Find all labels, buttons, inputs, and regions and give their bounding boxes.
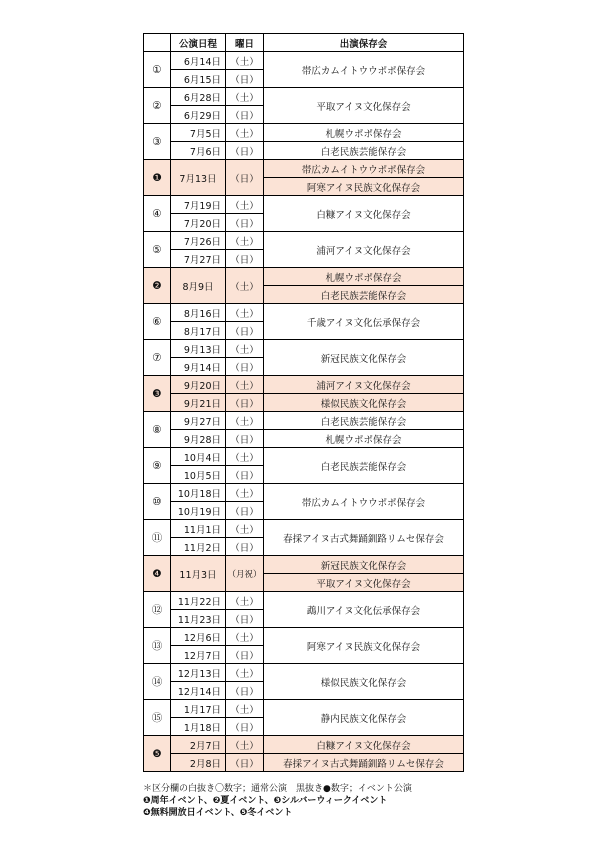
weekday-cell: （日） (226, 358, 264, 376)
date-cell: 8月17日 (171, 322, 226, 340)
note-events-2: ❹無料開放日イベント、❺冬イベント (143, 808, 293, 818)
date-cell: 7月19日 (171, 196, 226, 214)
category-cell: ⑭ (144, 664, 171, 700)
date-cell: 6月15日 (171, 70, 226, 88)
category-cell: ❶ (144, 160, 171, 196)
weekday-cell: （土） (226, 448, 264, 466)
performer-cell: 白老民族芸能保存会 (264, 286, 464, 304)
category-cell: ⑥ (144, 304, 171, 340)
performer-cell: 鵡川アイヌ文化伝承保存会 (264, 592, 464, 628)
performer-cell: 白老民族芸能保存会 (264, 412, 464, 430)
date-cell: 9月13日 (171, 340, 226, 358)
table-row (144, 484, 464, 502)
schedule-table (143, 33, 464, 772)
performer-cell: 浦河アイヌ文化保存会 (264, 232, 464, 268)
performer-cell: 千歳アイヌ文化伝承保存会 (264, 304, 464, 340)
date-cell: 6月28日 (171, 88, 226, 106)
date-cell: 2月7日 (171, 736, 226, 754)
category-cell: ⑦ (144, 340, 171, 376)
weekday-cell: （日） (226, 502, 264, 520)
date-cell: 12月14日 (171, 682, 226, 700)
category-cell: ⑩ (144, 484, 171, 520)
weekday-cell: （日） (226, 610, 264, 628)
table-row (144, 160, 464, 178)
performer-cell: 平取アイヌ文化保存会 (264, 574, 464, 592)
weekday-cell: （土） (226, 268, 264, 304)
date-cell: 11月3日 (171, 556, 226, 592)
table-row (144, 556, 464, 574)
performer-cell: 様似民族文化保存会 (264, 394, 464, 412)
performer-cell: 新冠民族文化保存会 (264, 556, 464, 574)
date-cell: 1月18日 (171, 718, 226, 736)
date-cell: 6月14日 (171, 52, 226, 70)
table-row (144, 628, 464, 646)
table-row (144, 232, 464, 250)
date-cell: 8月16日 (171, 304, 226, 322)
performer-cell: 帯広カムイトウウポポ保存会 (264, 52, 464, 88)
performer-cell: 白糠アイヌ文化保存会 (264, 736, 464, 754)
performer-cell: 白老民族芸能保存会 (264, 142, 464, 160)
category-cell: ❸ (144, 376, 171, 412)
category-cell: ❷ (144, 268, 171, 304)
category-cell: ⑨ (144, 448, 171, 484)
table-row (144, 520, 464, 538)
weekday-cell: （土） (226, 124, 264, 142)
performer-cell: 春採アイヌ古式舞踊釧路リムセ保存会 (264, 520, 464, 556)
weekday-cell: （土） (226, 304, 264, 322)
date-cell: 12月7日 (171, 646, 226, 664)
weekday-cell: （日） (226, 160, 264, 196)
table-row (144, 754, 464, 772)
date-cell: 10月18日 (171, 484, 226, 502)
date-cell: 9月28日 (171, 430, 226, 448)
weekday-cell: （土） (226, 88, 264, 106)
header-row (144, 34, 464, 52)
performer-cell: 浦河アイヌ文化保存会 (264, 376, 464, 394)
performer-cell: 札幌ウポポ保存会 (264, 268, 464, 286)
weekday-cell: （土） (226, 664, 264, 682)
category-cell: ❹ (144, 556, 171, 592)
table-row (144, 268, 464, 286)
date-cell: 9月21日 (171, 394, 226, 412)
date-cell: 11月1日 (171, 520, 226, 538)
performer-cell: 様似民族文化保存会 (264, 664, 464, 700)
performer-cell: 阿寒アイヌ民族文化保存会 (264, 178, 464, 196)
table-row (144, 376, 464, 394)
weekday-cell: （日） (226, 430, 264, 448)
category-cell: ❺ (144, 736, 171, 772)
performer-cell: 白糠アイヌ文化保存会 (264, 196, 464, 232)
performer-cell: 帯広カムイトウウポポ保存会 (264, 484, 464, 520)
date-cell: 7月5日 (171, 124, 226, 142)
table-row (144, 304, 464, 322)
category-cell: ③ (144, 124, 171, 160)
table-row (144, 196, 464, 214)
weekday-cell: （土） (226, 376, 264, 394)
date-cell: 1月17日 (171, 700, 226, 718)
weekday-cell: （日） (226, 250, 264, 268)
date-cell: 12月6日 (171, 628, 226, 646)
table-row (144, 700, 464, 718)
performer-cell: 白老民族芸能保存会 (264, 448, 464, 484)
note-legend: ＊区分欄の白抜き〇数字；通常公演 黒抜き●数字；イベント公演 (143, 784, 412, 794)
header-category (144, 34, 171, 52)
date-cell: 11月22日 (171, 592, 226, 610)
table-row (144, 736, 464, 754)
table-row (144, 52, 464, 70)
weekday-cell: （土） (226, 484, 264, 502)
weekday-cell: （土） (226, 736, 264, 754)
weekday-cell: （日） (226, 682, 264, 700)
weekday-cell: （日） (226, 322, 264, 340)
date-cell: 7月26日 (171, 232, 226, 250)
header-performers: 出演保存会 (264, 34, 464, 52)
category-cell: ④ (144, 196, 171, 232)
weekday-cell: （土） (226, 628, 264, 646)
table-row (144, 340, 464, 358)
performer-cell: 阿寒アイヌ民族文化保存会 (264, 628, 464, 664)
category-cell: ⑫ (144, 592, 171, 628)
table-row (144, 124, 464, 142)
date-cell: 9月20日 (171, 376, 226, 394)
header-schedule: 公演日程 (171, 34, 226, 52)
category-cell: ⑤ (144, 232, 171, 268)
performer-cell: 札幌ウポポ保存会 (264, 430, 464, 448)
table-row (144, 394, 464, 412)
weekday-cell: （日） (226, 646, 264, 664)
weekday-cell: （土） (226, 340, 264, 358)
performer-cell: 新冠民族文化保存会 (264, 340, 464, 376)
date-cell: 9月14日 (171, 358, 226, 376)
date-cell: 10月19日 (171, 502, 226, 520)
date-cell: 12月13日 (171, 664, 226, 682)
table-row (144, 592, 464, 610)
date-cell: 11月2日 (171, 538, 226, 556)
category-cell: ② (144, 88, 171, 124)
notes (143, 783, 473, 819)
performer-cell: 静内民族文化保存会 (264, 700, 464, 736)
table-row (144, 430, 464, 448)
schedule-body (144, 52, 464, 772)
performer-cell: 帯広カムイトウウポポ保存会 (264, 160, 464, 178)
table-row (144, 88, 464, 106)
weekday-cell: （日） (226, 214, 264, 232)
category-cell: ① (144, 52, 171, 88)
table-row (144, 664, 464, 682)
weekday-cell: （日） (226, 394, 264, 412)
category-cell: ⑮ (144, 700, 171, 736)
date-cell: 10月4日 (171, 448, 226, 466)
weekday-cell: （日） (226, 718, 264, 736)
table-row (144, 412, 464, 430)
date-cell: 7月27日 (171, 250, 226, 268)
weekday-cell: （土） (226, 196, 264, 214)
category-cell: ⑬ (144, 628, 171, 664)
weekday-cell: （日） (226, 106, 264, 124)
weekday-cell: （土） (226, 700, 264, 718)
table-row (144, 142, 464, 160)
weekday-cell: （土） (226, 52, 264, 70)
note-events-1: ❶周年イベント、❷夏イベント、❸シルバーウィークイベント (143, 796, 388, 806)
date-cell: 11月23日 (171, 610, 226, 628)
date-cell: 6月29日 (171, 106, 226, 124)
weekday-cell: （土） (226, 232, 264, 250)
weekday-cell: （土） (226, 592, 264, 610)
performer-cell: 春採アイヌ古式舞踊釧路リムセ保存会 (264, 754, 464, 772)
date-cell: 7月20日 (171, 214, 226, 232)
weekday-cell: （日） (226, 754, 264, 772)
weekday-cell: （日） (226, 142, 264, 160)
performer-cell: 札幌ウポポ保存会 (264, 124, 464, 142)
performer-cell: 平取アイヌ文化保存会 (264, 88, 464, 124)
date-cell: 8月9日 (171, 268, 226, 304)
weekday-cell: （日） (226, 70, 264, 88)
weekday-cell: （日） (226, 538, 264, 556)
weekday-cell: （土） (226, 520, 264, 538)
table-row (144, 448, 464, 466)
category-cell: ⑪ (144, 520, 171, 556)
header-weekday: 曜日 (226, 34, 264, 52)
date-cell: 7月13日 (171, 160, 226, 196)
date-cell: 2月8日 (171, 754, 226, 772)
weekday-cell: （月祝） (226, 556, 264, 592)
weekday-cell: （日） (226, 466, 264, 484)
date-cell: 10月5日 (171, 466, 226, 484)
date-cell: 9月27日 (171, 412, 226, 430)
weekday-cell: （土） (226, 412, 264, 430)
date-cell: 7月6日 (171, 142, 226, 160)
category-cell: ⑧ (144, 412, 171, 448)
